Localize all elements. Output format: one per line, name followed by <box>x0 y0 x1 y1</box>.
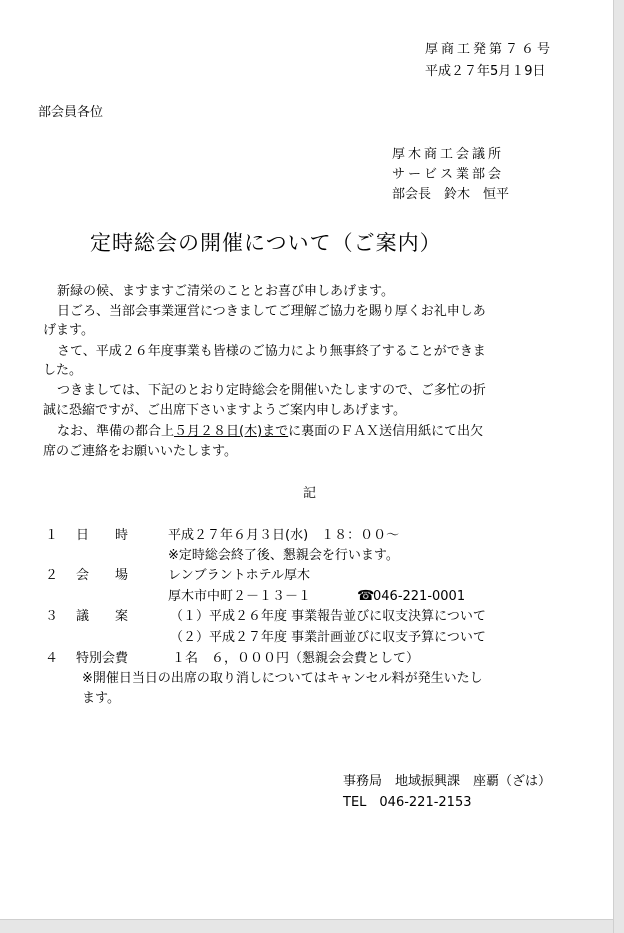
document-title: 定時総会の開催について（ご案内） <box>90 231 442 255</box>
item-4-number: ４ <box>45 651 59 666</box>
item-2-value: レンブラントホテル厚木 <box>168 568 311 583</box>
item-1-note: ※定時総会終了後、懇親会を行います。 <box>168 548 399 563</box>
telephone-icon: ☎ <box>357 588 375 604</box>
body-paragraph-5-post: に裏面のＦＡＸ送信用紙にて出欠 <box>288 424 484 439</box>
item-1-number: １ <box>45 528 59 543</box>
item-2-tel: 046-221-0001 <box>373 589 466 604</box>
item-2-address: 厚木市中町２－１３－１ <box>168 589 312 604</box>
item-3-label: 議 案 <box>76 609 129 624</box>
addressee: 部会員各位 <box>38 105 104 120</box>
body-paragraph-5-line-1 <box>57 423 483 441</box>
document-date: 平成２７年5月１9日 <box>425 64 546 79</box>
body-paragraph-3-line-1: さて、平成２６年度事業も皆様のご協力により無事終了することができま <box>57 344 486 359</box>
body-paragraph-4-line-2: 誠に恐縮ですが、ご出席下さいますようご案内申しあげます。 <box>43 403 406 418</box>
body-paragraph-5-line-2: 席のご連絡をお願いいたします。 <box>43 444 237 459</box>
item-2-label: 会 場 <box>76 568 129 583</box>
sender-head: 部会長 鈴木 恒平 <box>392 187 510 202</box>
body-paragraph-1: 新緑の候、ますますご清栄のこととお喜び申しあげます。 <box>57 284 394 299</box>
ki-heading: 記 <box>303 486 317 501</box>
sender-dept: サービス業部会 <box>392 167 505 182</box>
contact-office: 事務局 地域振興課 座覇（ざは） <box>343 774 552 789</box>
body-paragraph-4-line-1: つきましては、下記のとおり定時総会を開催いたしますので、ご多忙の折 <box>57 383 486 398</box>
document-number: 厚商工発第７６号 <box>425 42 554 57</box>
item-4-label: 特別会費 <box>76 651 129 666</box>
item-1-label: 日 時 <box>76 528 129 543</box>
item-3-value-2: （２）平成２７年度 事業計画並びに収支予算について <box>170 630 486 645</box>
item-4-note-line-1: ※開催日当日の出席の取り消しについてはキャンセル料が発生いたし <box>82 671 483 686</box>
contact-tel: TEL 046-221-2153 <box>343 795 472 810</box>
sender-org: 厚木商工会議所 <box>392 147 505 162</box>
body-paragraph-2-line-2: げます。 <box>43 323 94 338</box>
body-paragraph-5-pre: なお、準備の都合上 <box>57 424 175 439</box>
item-2-number: ２ <box>45 568 59 583</box>
body-paragraph-2-line-1: 日ごろ、当部会事業運営につきましてご理解ご協力を賜り厚くお礼申しあ <box>57 304 486 319</box>
item-3-value-1: （１）平成２６年度 事業報告並びに収支決算について <box>170 609 486 624</box>
body-paragraph-3-line-2: した。 <box>43 363 83 378</box>
item-4-value: １名 ６，０００円（懇親会会費として） <box>172 651 420 666</box>
page-edge-bottom <box>0 919 613 933</box>
rsvp-deadline: ５月２８日(木)まで <box>174 424 289 439</box>
item-1-value: 平成２７年６月３日(水) １８：００～ <box>168 528 400 543</box>
page-edge-right <box>613 0 624 933</box>
item-4-note-line-2: ます。 <box>82 691 120 706</box>
item-3-number: ３ <box>45 609 59 624</box>
